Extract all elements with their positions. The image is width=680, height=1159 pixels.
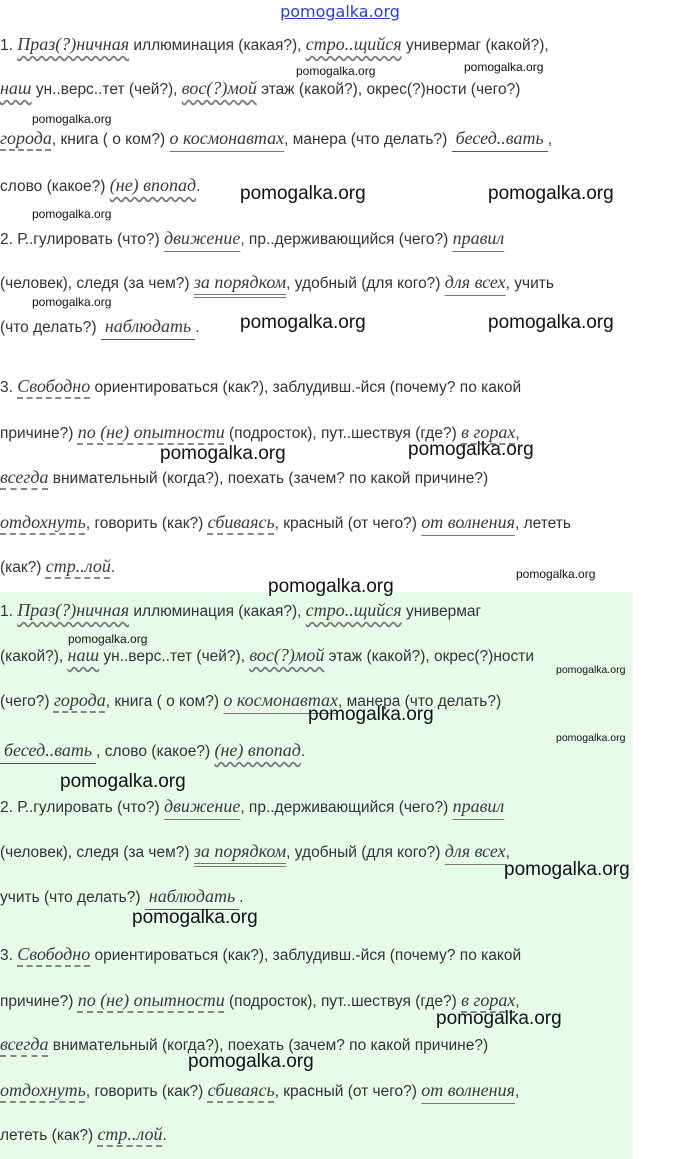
s2-p2-line3: учить (что делать?) наблюдать . (0, 886, 243, 907)
watermark: pomogalka.org (504, 859, 630, 880)
watermark: pomogalka.org (436, 1008, 562, 1029)
s1-p2-line1: 2. Р..гулировать (что?) движение, пр..держивающийся (чего?) правил (0, 228, 505, 248)
watermark: pomogalka.org (160, 443, 286, 464)
watermark: pomogalka.org (60, 771, 186, 792)
s2-p1-line4: бесед..вать , слово (какое?) (не) впопад. (0, 740, 305, 761)
s1-p3-line2: причине?) по (не) опытности (подросток), пут..шествуя (где?) в горах, (0, 422, 520, 442)
watermark: pomogalka.org (268, 576, 394, 597)
watermark: pomogalka.org (132, 907, 258, 928)
s2-p2-line1: 2. Р..гулировать (что?) движение, пр..держивающийся (чего?) правил (0, 796, 505, 816)
s1-p3-line5: (как?) стр..лой. (0, 556, 116, 576)
watermark: pomogalka.org (296, 64, 376, 78)
s1-p1-line1: 1. Праз(?)ничная иллюминация (какая?), стро..щийся универмаг (какой?), (0, 34, 549, 54)
watermark: pomogalka.org (488, 183, 614, 204)
watermark: pomogalka.org (188, 1051, 314, 1072)
s2-p2-line2: (человек), следя (за чем?) за порядком, удобный (для кого?) для всех, (0, 841, 510, 861)
watermark: pomogalka.org (240, 183, 366, 204)
s1-p3-line4: отдохнуть, говорить (как?) сбиваясь, красный (от чего?) от волнения, лететь (0, 512, 571, 532)
s2-p3-line2: причине?) по (не) опытности (подросток), пут..шествуя (где?) в горах, (0, 990, 520, 1010)
s2-p1-line2: (какой?), наш ун..верс..тет (чей?), вос(?)мой этаж (какой?), окрес(?)ности (0, 645, 535, 665)
watermark: pomogalka.org (556, 664, 626, 676)
watermark: pomogalka.org (308, 704, 434, 725)
s1-p3-line1: 3. Свободно ориентироваться (как?), заблудивш.-йся (почему? по какой (0, 376, 522, 396)
s1-p1-line3: города, книга ( о ком?) о космонавтах, манера (что делать?) бесед..вать , (0, 128, 552, 149)
s2-p1-line3: (чего?) города, книга ( о ком?) о космонавтах, манера (что делать?) (0, 690, 502, 710)
watermark: pomogalka.org (408, 439, 534, 460)
s2-p3-line4: отдохнуть, говорить (как?) сбиваясь, красный (от чего?) от волнения, (0, 1080, 520, 1100)
watermark: pomogalka.org (488, 312, 614, 333)
watermark: pomogalka.org (464, 60, 544, 74)
watermark: pomogalka.org (68, 632, 148, 646)
s2-p3-line1: 3. Свободно ориентироваться (как?), заблудивш.-йся (почему? по какой (0, 944, 522, 964)
s1-p1-line2: наш ун..верс..тет (чей?), вос(?)мой этаж (какой?), окрес(?)ности (чего?) (0, 78, 521, 98)
s2-p3-line5: лететь (как?) стр..лой. (0, 1124, 167, 1144)
watermark: pomogalka.org (240, 312, 366, 333)
watermark: pomogalka.org (516, 567, 596, 581)
watermark: pomogalka.org (32, 207, 112, 221)
watermark: pomogalka.org (556, 732, 626, 744)
site-header-link[interactable]: pomogalka.org (280, 2, 400, 21)
s2-p3-line3: всегда внимательный (когда?), поехать (зачем? по какой причине?) (0, 1034, 489, 1054)
s1-p2-line3: (что делать?) наблюдать . (0, 316, 200, 337)
s1-p2-line2: (человек), следя (за чем?) за порядком, удобный (для кого?) для всех, учить (0, 272, 554, 292)
watermark: pomogalka.org (32, 295, 112, 309)
s2-p1-line1: 1. Праз(?)ничная иллюминация (какая?), стро..щийся универмаг (0, 600, 482, 620)
s1-p1-line4: слово (какое?) (не) впопад. (0, 175, 201, 195)
watermark: pomogalka.org (32, 112, 112, 126)
s1-p3-line3: всегда внимательный (когда?), поехать (зачем? по какой причине?) (0, 467, 489, 487)
